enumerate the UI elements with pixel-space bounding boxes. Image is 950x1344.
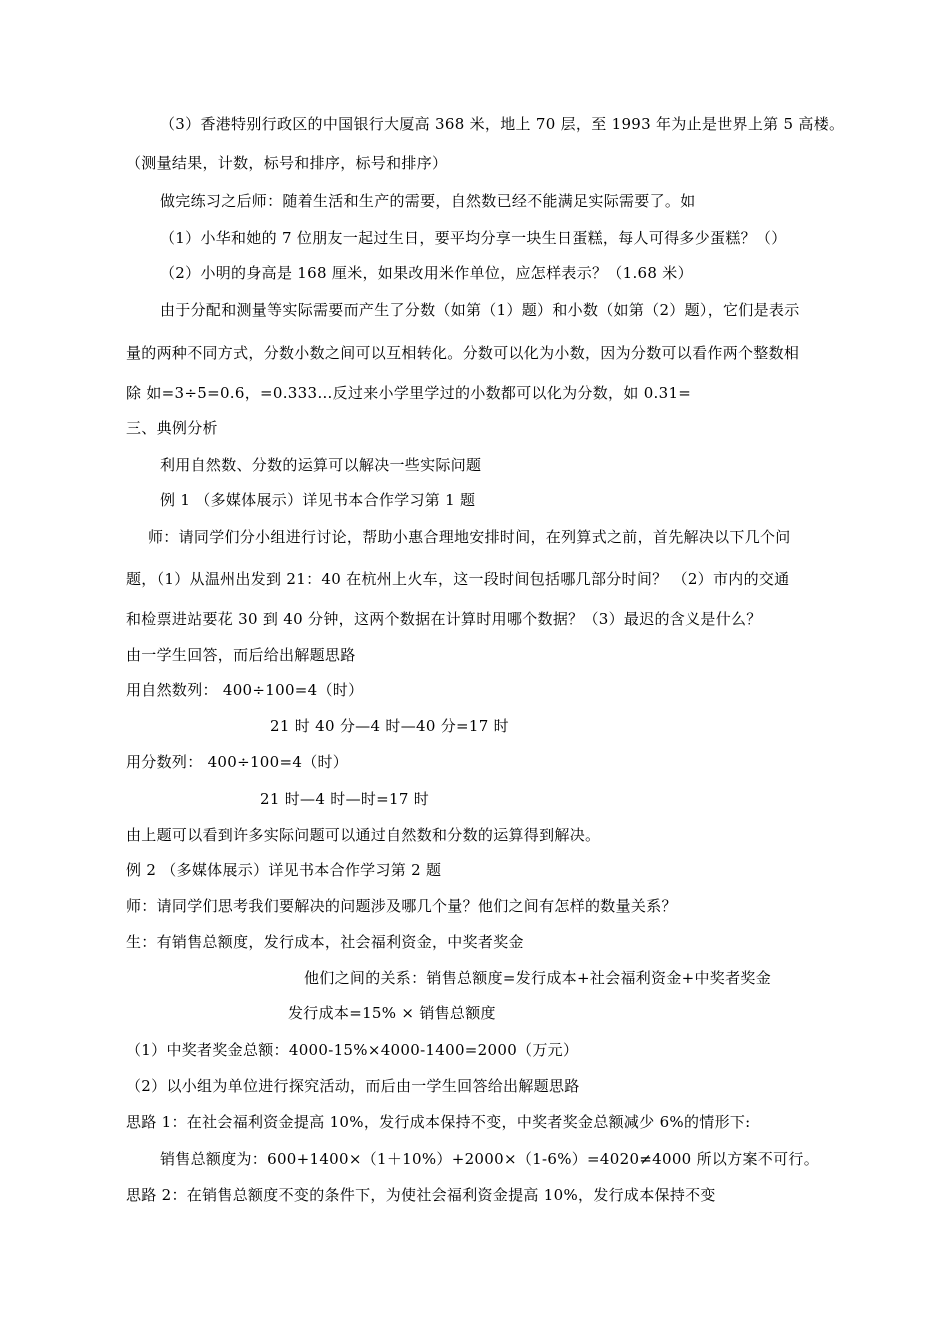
example-title: 例 2 （多媒体展示）详见书本合作学习第 2 题: [126, 861, 442, 879]
example-title: 例 1 （多媒体展示）详见书本合作学习第 1 题: [160, 491, 476, 509]
text-line: 思路 2：在销售总额度不变的条件下，为使社会福利资金提高 10%，发行成本保持不变: [126, 1186, 716, 1204]
text-line: 师：请同学们思考我们要解决的问题涉及哪几个量？他们之间有怎样的数量关系？: [126, 897, 677, 915]
text-line: （测量结果，计数，标号和排序，标号和排序）: [126, 154, 448, 172]
formula-line: 21 时 40 分—4 时—40 分=17 时: [270, 717, 509, 735]
text-line: （1）小华和她的 7 位朋友一起过生日，要平均分享一块生日蛋糕，每人可得多少蛋糕？（）: [160, 229, 787, 247]
text-line: 由于分配和测量等实际需要而产生了分数（如第（1）题）和小数（如第（2）题），它们是表示: [160, 301, 800, 319]
text-line: 生：有销售总额度，发行成本，社会福利资金，中奖者奖金: [126, 933, 524, 951]
section-heading: 三、典例分析: [126, 419, 218, 437]
text-line: 思路 1：在社会福利资金提高 10%，发行成本保持不变，中奖者奖金总额减少 6%的情形下:: [126, 1113, 751, 1131]
text-line: 师：请同学们分小组进行讨论，帮助小惠合理地安排时间，在列算式之前，首先解决以下几个问: [148, 528, 791, 546]
text-line: （2）以小组为单位进行探究活动，而后由一学生回答给出解题思路: [126, 1077, 580, 1095]
text-line: 由一学生回答，而后给出解题思路: [126, 646, 356, 664]
formula-line: 销售总额度为：600+1400×（1＋10%）+2000×（1-6%）=4020≠4000 所以方案不可行。: [160, 1150, 819, 1168]
text-line: （3）香港特别行政区的中国银行大厦高 368 米，地上 70 层，至 1993 年为止是世界上第 5 高楼。: [160, 115, 845, 133]
text-line: 利用自然数、分数的运算可以解决一些实际问题: [160, 456, 482, 474]
text-line: 做完练习之后师：随着生活和生产的需要，自然数已经不能满足实际需要了。如: [160, 192, 696, 210]
text-line: （1）中奖者奖金总额：4000-15%×4000-1400=2000（万元）: [126, 1041, 579, 1059]
formula-line: 他们之间的关系：销售总额度=发行成本+社会福利资金+中奖者奖金: [304, 969, 772, 987]
text-line: 和检票进站要花 30 到 40 分钟，这两个数据在计算时用哪个数据？（3）最迟的含义是什么？: [126, 610, 762, 628]
formula-line: 用自然数列： 400÷100=4（时）: [126, 681, 364, 699]
formula-line: 21 时—4 时—时=17 时: [260, 790, 430, 808]
text-line: 除 如=3÷5=0.6，=0.333…反过来小学里学过的小数都可以化为分数，如 0.31=: [126, 384, 692, 402]
text-line: 量的两种不同方式，分数小数之间可以互相转化。分数可以化为小数，因为分数可以看作两个整数相: [126, 344, 800, 362]
text-line: 题，（1）从温州出发到 21：40 在杭州上火车，这一段时间包括哪几部分时间？ （2）市内的交通: [126, 570, 790, 588]
formula-line: 发行成本=15% × 销售总额度: [288, 1004, 496, 1022]
text-line: 由上题可以看到许多实际问题可以通过自然数和分数的运算得到解决。: [126, 826, 601, 844]
formula-line: 用分数列： 400÷100=4（时）: [126, 753, 349, 771]
text-line: （2）小明的身高是 168 厘米，如果改用米作单位，应怎样表示？（1.68 米）: [160, 264, 693, 282]
